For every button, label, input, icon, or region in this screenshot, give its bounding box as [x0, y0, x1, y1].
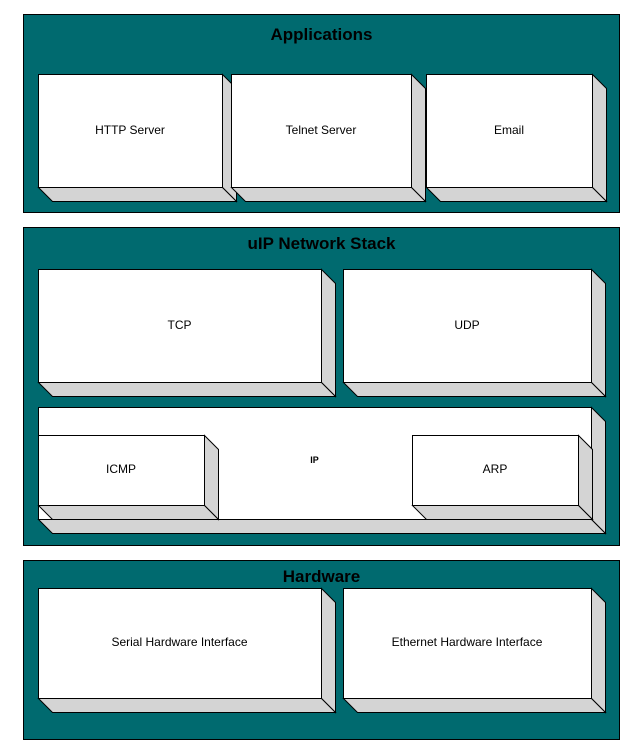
- block-right-side: [412, 75, 426, 202]
- telnet-server-label: Telnet Server: [285, 122, 357, 137]
- tcp-block: [38, 269, 335, 396]
- email-block: [426, 74, 606, 201]
- block-bottom-side: [39, 520, 606, 534]
- applications-panel: [23, 14, 620, 213]
- block-right-side: [593, 75, 607, 202]
- ethernet-interface-label: Ethernet Hardware Interface: [391, 635, 543, 649]
- icmp-block: [38, 435, 218, 519]
- telnet-server-block: [231, 74, 425, 201]
- block-right-side: [322, 270, 336, 397]
- block-bottom-side: [413, 506, 593, 520]
- tcp-label: TCP: [167, 317, 192, 332]
- serial-interface-label: Serial Hardware Interface: [111, 635, 248, 649]
- email-label: Email: [493, 122, 524, 137]
- hardware-panel: [23, 560, 620, 740]
- serial-interface-block: [38, 588, 335, 712]
- network-stack-title: uIP Network Stack: [247, 234, 396, 253]
- block-bottom-side: [39, 188, 237, 202]
- block-right-side: [592, 408, 606, 534]
- block-right-side: [592, 589, 606, 713]
- ethernet-interface-block: [343, 588, 605, 712]
- http-server-label: HTTP Server: [95, 122, 165, 137]
- block-right-side: [592, 270, 606, 397]
- icmp-label: ICMP: [106, 462, 136, 476]
- block-bottom-side: [39, 383, 336, 397]
- block-bottom-side: [232, 188, 426, 202]
- udp-block: [343, 269, 605, 396]
- block-bottom-side: [427, 188, 607, 202]
- udp-label: UDP: [454, 317, 480, 332]
- block-bottom-side: [344, 699, 606, 713]
- network-stack-panel: [23, 227, 620, 546]
- hardware-title: Hardware: [282, 567, 361, 586]
- http-server-block: [38, 74, 236, 201]
- arp-label: ARP: [482, 462, 508, 476]
- ip-label: IP: [310, 455, 319, 465]
- arp-block: [412, 435, 592, 519]
- block-bottom-side: [39, 699, 336, 713]
- applications-title: Applications: [270, 25, 373, 44]
- block-bottom-side: [344, 383, 606, 397]
- block-bottom-side: [39, 506, 219, 520]
- block-right-side: [322, 589, 336, 713]
